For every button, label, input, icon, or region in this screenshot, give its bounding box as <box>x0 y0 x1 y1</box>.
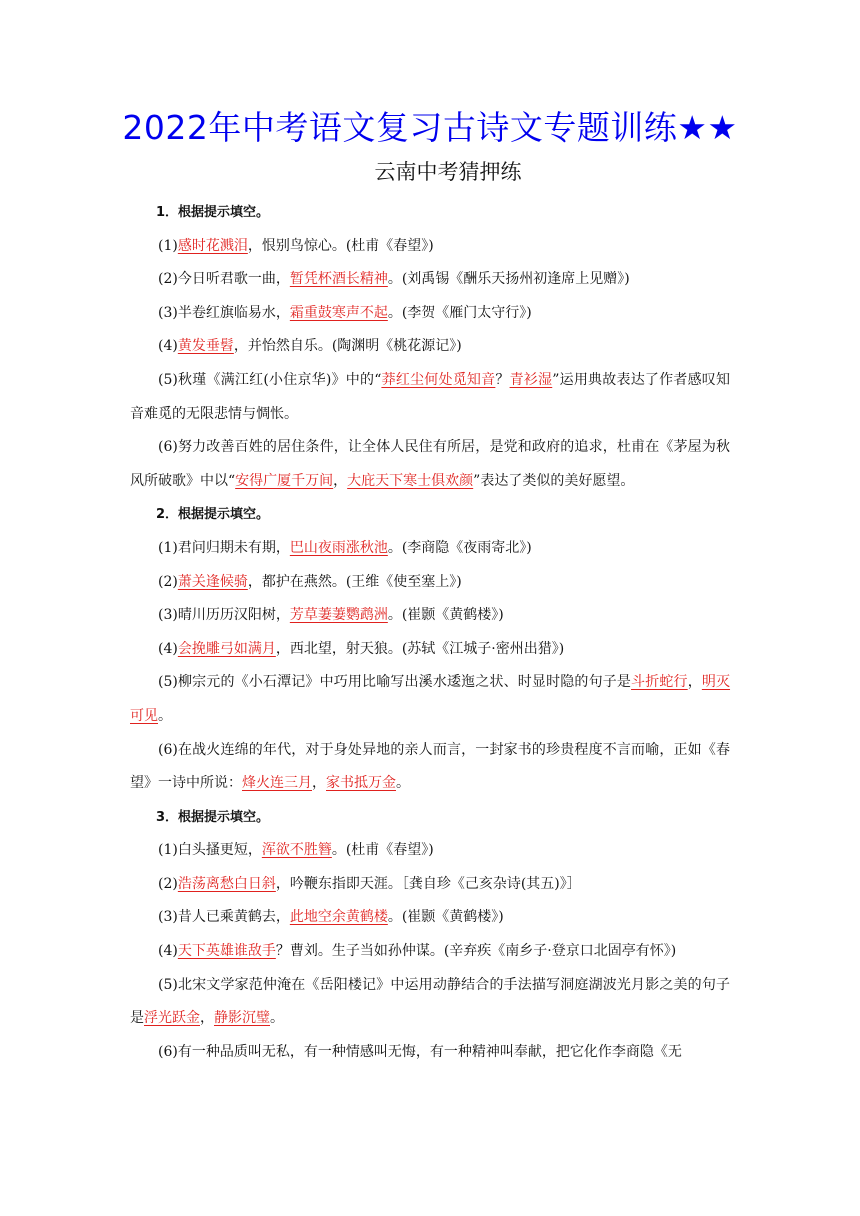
answer-blank: 家书抵万金 <box>326 775 396 792</box>
question-text: (1) <box>158 237 178 254</box>
question-text: (1)君问归期未有期， <box>158 539 290 556</box>
answer-blank: 莽红尘何处觅知音 <box>381 371 496 388</box>
answer-blank: 萧关逢候骑 <box>177 573 248 590</box>
question-3-5 <box>130 969 730 1036</box>
answer-blank: 此地空余黄鹤楼 <box>289 909 388 926</box>
question-1-1 <box>130 230 730 264</box>
question-text: 。(李商隐《夜雨寄北》) <box>387 539 532 556</box>
question-text: 。(崔颢《黄鹤楼》) <box>387 607 504 624</box>
question-text: (6)有一种品质叫无私，有一种情感叫无悔，有一种精神叫奉献，把它化作李商隐《无 <box>158 1043 682 1060</box>
section-1-heading: 1．根据提示填空。 <box>156 205 270 220</box>
question-text: (3)半卷红旗临易水， <box>158 304 290 321</box>
question-text: (3)晴川历历汉阳树， <box>158 607 290 624</box>
answer-blank: 静影沉璧 <box>214 1010 270 1027</box>
answer-blank: 巴山夜雨涨秋池 <box>289 539 388 556</box>
answer-blank: 安得广厦千万间 <box>235 472 334 489</box>
question-3-3 <box>130 901 730 935</box>
question-2-1 <box>130 532 730 566</box>
question-text: ，恨别鸟惊心。(杜甫《春望》) <box>247 237 434 254</box>
question-text: 。(刘禹锡《酬乐天扬州初逢席上见赠》) <box>387 271 630 288</box>
question-3-6 <box>130 1036 730 1070</box>
answer-blank: 会挽雕弓如满月 <box>177 640 276 657</box>
answer-blank: 明灭可见 <box>130 674 731 724</box>
question-text: 。(杜甫《春望》) <box>331 842 434 859</box>
question-1-3 <box>130 297 730 331</box>
answer-blank: 暂凭杯酒长精神 <box>289 271 388 288</box>
question-text: (4) <box>158 943 178 960</box>
answer-blank: 浑欲不胜簪 <box>261 842 332 859</box>
question-text: ，西北望，射天狼。(苏轼《江城子·密州出猎》) <box>275 640 565 657</box>
question-text: ，并怡然自乐。(陶渊明《桃花源记》) <box>233 338 462 355</box>
question-text: ， <box>312 775 326 792</box>
question-text: ， <box>200 1010 214 1027</box>
question-text: (6)在战火连绵的年代，对于身处异地的亲人而言，一封家书的珍贵程度不言而喻，正如《春望》一诗中所说： <box>130 741 730 792</box>
question-1-4 <box>130 330 730 364</box>
answer-blank: 霜重鼓寒声不起 <box>289 304 388 321</box>
question-text: (4) <box>158 640 178 657</box>
question-1-5 <box>130 364 730 431</box>
document-body <box>130 196 730 1069</box>
answer-blank: 斗折蛇行 <box>631 674 688 691</box>
section-3-heading: 3．根据提示填空。 <box>156 809 270 825</box>
question-text: ？ <box>495 371 510 388</box>
answer-blank: 青衫湿 <box>509 371 553 388</box>
page-subtitle: 云南中考猜押练 <box>374 160 522 184</box>
question-text: ？曹刘。生子当如孙仲谋。(辛弃疾《南乡子·登京口北固亭有怀》) <box>275 943 677 960</box>
question-text: 。(李贺《雁门太守行》) <box>387 304 532 321</box>
question-text: ”表达了类似的美好愿望。 <box>473 472 635 489</box>
question-text: (5)柳宗元的《小石潭记》中巧用比喻写出溪水逶迤之状、时显时隐的句子是 <box>158 674 632 691</box>
question-1-2 <box>130 263 730 297</box>
page-title: 2022年中考语文复习古诗文专题训练★★ <box>122 108 738 147</box>
question-text: (2) <box>158 875 178 892</box>
question-text: ， <box>333 472 348 489</box>
question-text: ，吟鞭东指即天涯。［龚自珍《己亥杂诗(其五)》］ <box>275 875 581 892</box>
question-text: (1)白头搔更短， <box>158 842 262 859</box>
question-text: (5)北宋文学家范仲淹在《岳阳楼记》中运用动静结合的手法描写洞庭湖波光月影之美的句子是 <box>130 976 730 1027</box>
question-text: 。 <box>158 707 172 724</box>
section-2-heading: 2．根据提示填空。 <box>156 507 270 523</box>
question-text: ，都护在燕然。(王维《使至塞上》) <box>247 573 462 590</box>
question-text: ， <box>687 674 702 691</box>
question-3-4 <box>130 935 730 969</box>
question-text: 。 <box>396 775 410 792</box>
question-text: (2) <box>158 573 178 590</box>
answer-blank: 烽火连三月 <box>242 775 312 792</box>
question-2-3 <box>130 599 730 633</box>
question-2-6 <box>130 734 730 801</box>
answer-blank: 感时花溅泪 <box>177 237 248 254</box>
question-2-2 <box>130 566 730 600</box>
answer-blank: 大庇天下寒士俱欢颜 <box>347 472 474 489</box>
answer-blank: 浩荡离愁白日斜 <box>177 875 276 892</box>
question-3-1 <box>130 834 730 868</box>
question-text: (3)昔人已乘黄鹤去， <box>158 909 290 926</box>
question-text: (4) <box>158 338 178 355</box>
question-text: 。 <box>270 1010 284 1027</box>
answer-blank: 浮光跃金 <box>144 1010 200 1027</box>
answer-blank: 芳草萋萋鹦鹉洲 <box>289 607 388 624</box>
question-text: ”运用典故表达了作者感叹知音难觅的无限悲情与惆怅。 <box>130 371 730 422</box>
question-text: (6)努力改善百姓的居住条件，让全体人民住有所居，是党和政府的追求，杜甫在《茅屋为秋风所破歌》中以“ <box>130 439 730 489</box>
question-text: 。(崔颢《黄鹤楼》) <box>387 909 504 926</box>
answer-blank: 黄发垂髫 <box>177 338 234 355</box>
question-text: (5)秋瑾《满江红(小住京华)》中的“ <box>158 371 382 388</box>
question-text: (2)今日听君歌一曲， <box>158 271 290 288</box>
answer-blank: 天下英雄谁敌手 <box>177 943 276 960</box>
question-2-5 <box>130 666 730 733</box>
question-1-6 <box>130 431 730 498</box>
question-3-2 <box>130 868 730 902</box>
question-2-4 <box>130 633 730 667</box>
